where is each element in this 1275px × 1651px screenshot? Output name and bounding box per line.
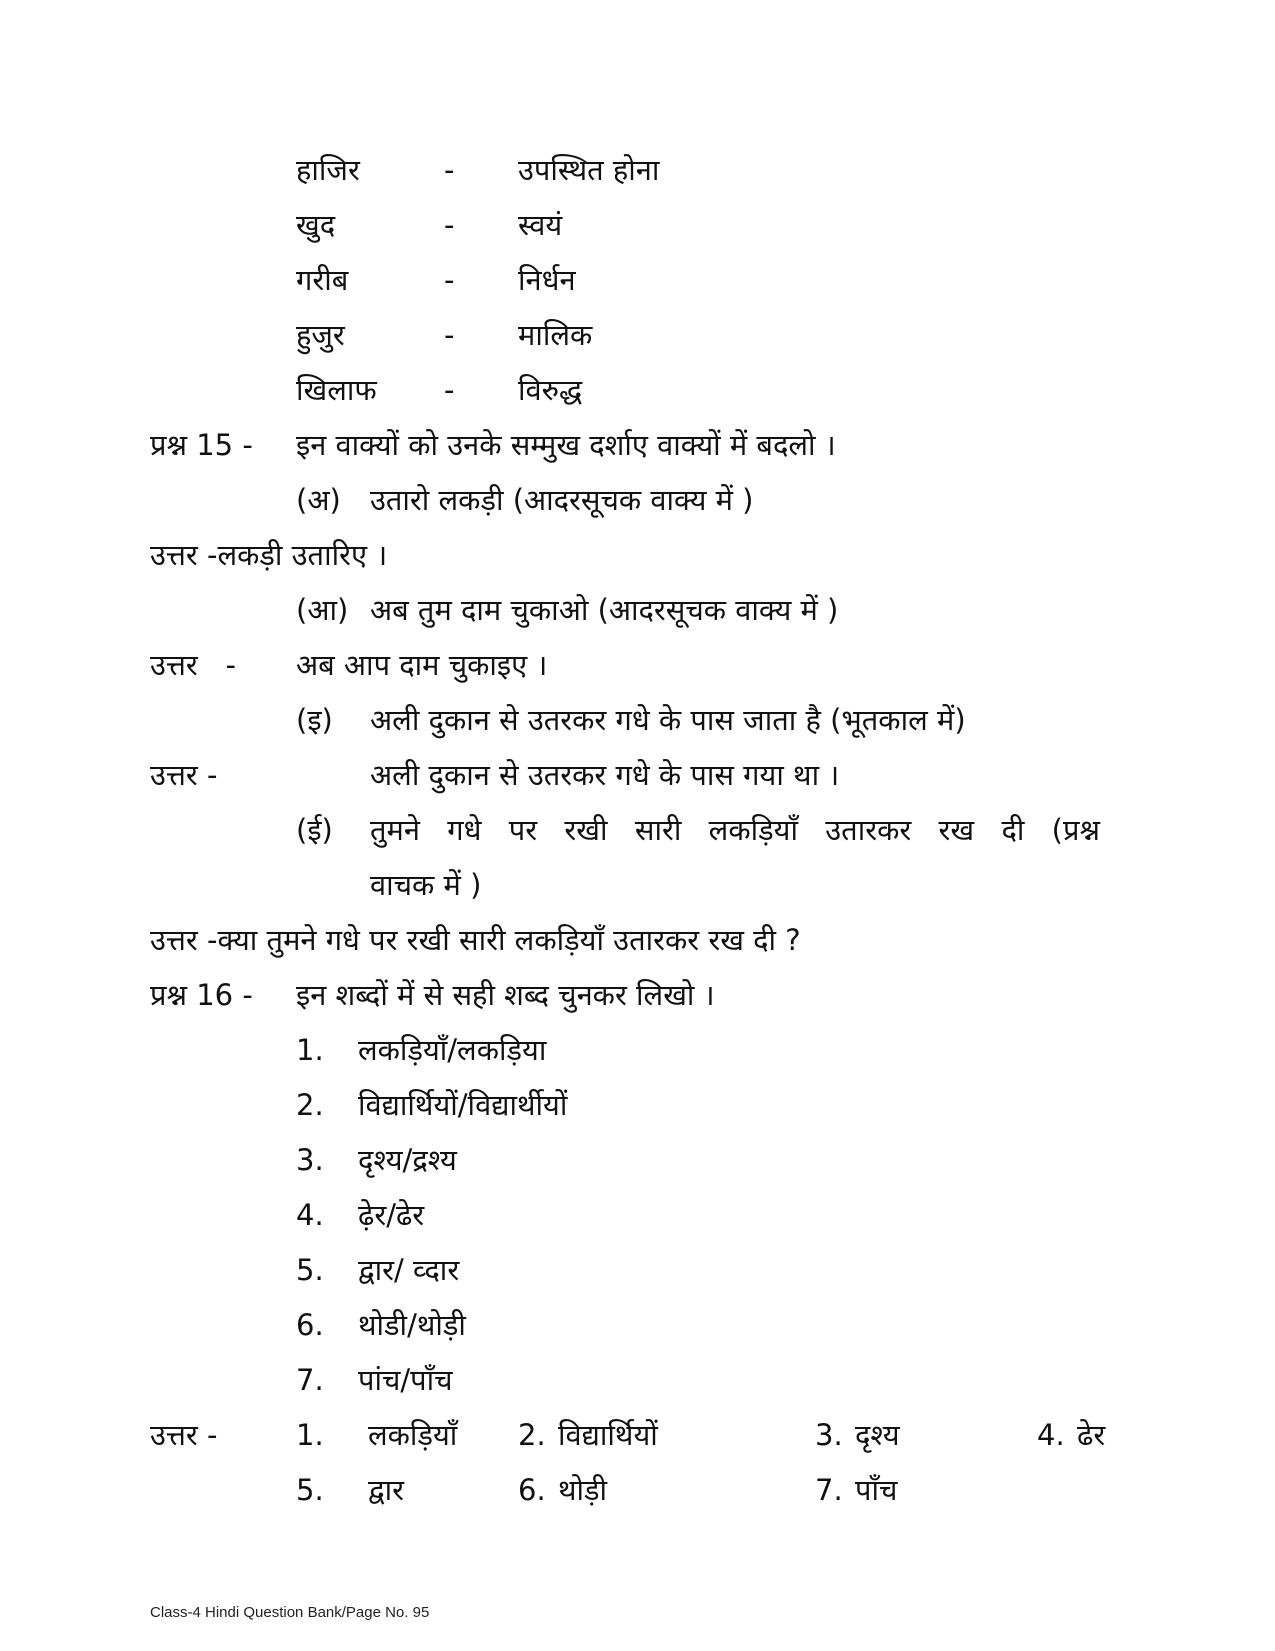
answer-label: उत्तर -: [150, 758, 218, 792]
answer-number: 7.: [815, 1473, 843, 1507]
option-number: 5.: [296, 1253, 324, 1287]
answer-label: उत्तर -: [150, 648, 236, 682]
vocab-word: हाजिर: [296, 153, 360, 187]
answer-number: 4.: [1037, 1418, 1065, 1452]
option-number: 2.: [296, 1088, 324, 1122]
question-label: प्रश्न 16 -: [150, 978, 253, 1012]
option-text: द्वार/ व्दार: [358, 1253, 460, 1287]
answer-text: ढेर: [1077, 1418, 1106, 1452]
answer-text: थोड़ी: [558, 1473, 608, 1507]
subquestion-text-continued: वाचक में ): [370, 868, 482, 902]
vocab-dash: -: [444, 318, 455, 352]
vocab-meaning: स्वयं: [518, 208, 563, 242]
question-text: इन वाक्यों को उनके सम्मुख दर्शाए वाक्यों में बदलो ।: [296, 428, 836, 462]
option-text: थोडी/थोड़ी: [358, 1308, 466, 1342]
subquestion-text: तुमने गधे पर रखी सारी लकड़ियाँ उतारकर रख दी (प्रश्न: [370, 813, 1100, 847]
subquestion-marker: (ई): [296, 813, 333, 847]
option-number: 3.: [296, 1143, 324, 1177]
subquestion-text: अब तुम दाम चुकाओ (आदरसूचक वाक्य में ): [370, 593, 839, 627]
option-number: 7.: [296, 1363, 324, 1397]
vocab-dash: -: [444, 263, 455, 297]
option-number: 4.: [296, 1198, 324, 1232]
answer-text: द्वार: [368, 1473, 405, 1507]
vocab-meaning: उपस्थित होना: [518, 153, 660, 187]
vocab-meaning: विरुद्ध: [518, 373, 583, 407]
option-text: विद्यार्थियों/विद्यार्थीयों: [358, 1088, 568, 1122]
option-number: 1.: [296, 1033, 324, 1067]
answer-text: लकड़ियाँ: [368, 1418, 458, 1452]
option-text: ढ़ेर/ढेर: [358, 1198, 425, 1232]
answer-number: 2.: [518, 1418, 546, 1452]
vocab-word: गरीब: [296, 263, 349, 297]
option-text: दृश्य/द्रश्य: [358, 1143, 457, 1177]
answer-number: 6.: [518, 1473, 546, 1507]
answer-text: दृश्य: [855, 1418, 900, 1452]
answer-line: उत्तर -लकड़ी उतारिए ।: [150, 538, 388, 572]
answer-text: विद्यार्थियों: [558, 1418, 658, 1452]
answer-text: अली दुकान से उतरकर गधे के पास गया था ।: [370, 758, 840, 792]
answer-number: 3.: [815, 1418, 843, 1452]
subquestion-marker: (इ): [296, 703, 333, 737]
subquestion-marker: (अ): [296, 483, 341, 517]
answer-number: 5.: [296, 1473, 324, 1507]
answer-text: अब आप दाम चुकाइए ।: [296, 648, 548, 682]
vocab-dash: -: [444, 208, 455, 242]
subquestion-text: अली दुकान से उतरकर गधे के पास जाता है (भूतकाल में): [370, 703, 966, 737]
page-footer: Class-4 Hindi Question Bank/Page No. 95: [150, 1604, 430, 1621]
answer-line: उत्तर -क्या तुमने गधे पर रखी सारी लकड़ियाँ उतारकर रख दी ?: [150, 923, 801, 957]
vocab-word: खिलाफ: [296, 373, 377, 407]
vocab-dash: -: [444, 373, 455, 407]
vocab-word: हुजुर: [296, 318, 345, 352]
option-number: 6.: [296, 1308, 324, 1342]
vocab-meaning: मालिक: [518, 318, 593, 352]
vocab-word: खुद: [296, 208, 336, 242]
answer-text: पाँच: [855, 1473, 898, 1507]
option-text: लकड़ियाँ/लकड़िया: [358, 1033, 547, 1067]
question-text: इन शब्दों में से सही शब्द चुनकर लिखो ।: [296, 978, 715, 1012]
question-label: प्रश्न 15 -: [150, 428, 253, 462]
subquestion-text: उतारो लकड़ी (आदरसूचक वाक्य में ): [370, 483, 754, 517]
vocab-meaning: निर्धन: [518, 263, 576, 297]
answer-label: उत्तर -: [150, 1418, 218, 1452]
answer-number: 1.: [296, 1418, 324, 1452]
option-text: पांच/पाँच: [358, 1363, 453, 1397]
subquestion-marker: (आ): [296, 593, 349, 627]
vocab-dash: -: [444, 153, 455, 187]
